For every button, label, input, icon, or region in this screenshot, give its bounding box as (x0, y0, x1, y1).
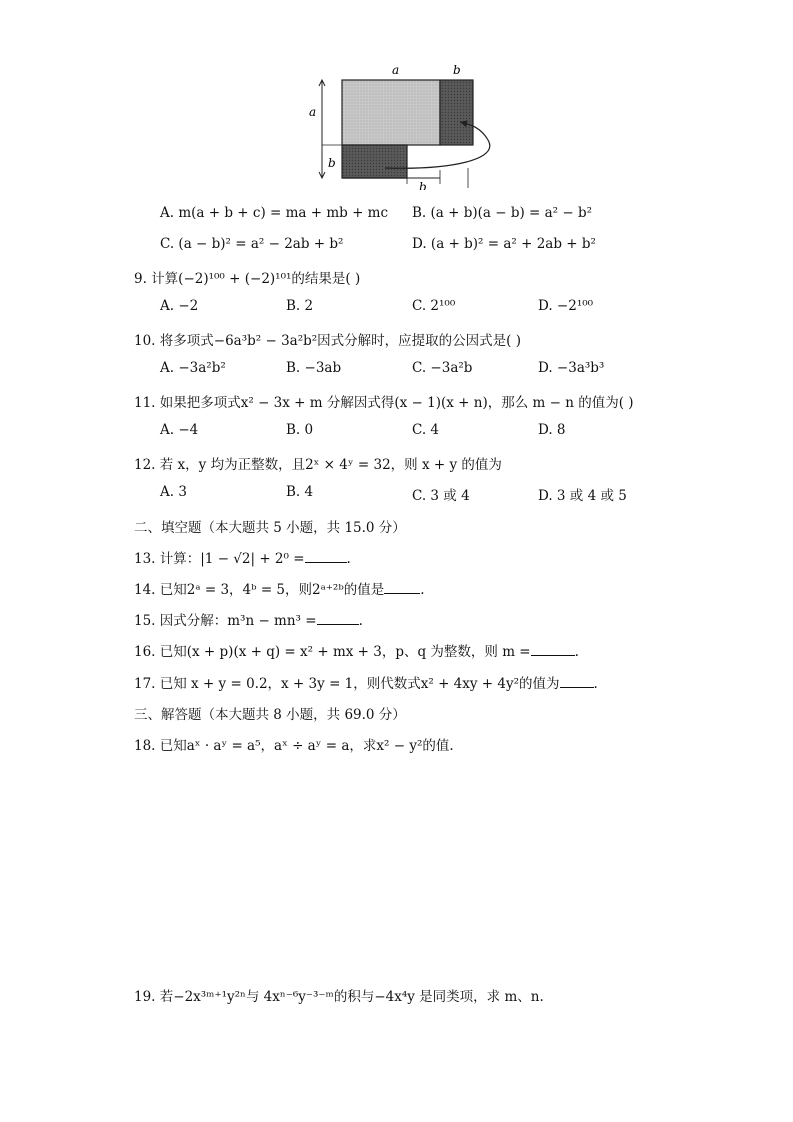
q19-text: 19. 若−2x³ᵐ⁺¹y²ⁿ与 4xⁿ⁻⁶y⁻³⁻ᵐ的积与−4x⁴y 是同类项，求 m、n. (134, 989, 544, 1005)
label-b-bottom: b (419, 180, 427, 190)
q8-option-c: C. (a − b)² = a² − 2ab + b² (160, 236, 344, 252)
q9-stem: 9. 计算(−2)¹⁰⁰ + (−2)¹⁰¹的结果是( ) (134, 271, 361, 287)
q16-text: 16. 已知(x + p)(x + q) = x² + mx + 3，p、q 为整数，则 m = (134, 644, 531, 660)
dark-strip-bottom (342, 145, 407, 178)
q15-period: . (358, 613, 363, 629)
label-b-top: b (453, 63, 461, 77)
rectangle-diagram (300, 60, 500, 190)
q17 (134, 672, 598, 692)
q11-option-b: B. 0 (286, 422, 314, 438)
q10-option-a: A. −3a²b² (160, 360, 226, 376)
q14-blank (384, 581, 420, 594)
q8-option-d: D. (a + b)² = a² + 2ab + b² (412, 236, 596, 252)
q11-stem: 11. 如果把多项式x² − 3x + m 分解因式得(x − 1)(x + n)，那么 m − n 的值为( ) (134, 395, 634, 411)
q14-period: . (420, 582, 425, 598)
q10-option-b: B. −3ab (286, 360, 342, 376)
q15 (134, 609, 363, 629)
q13-blank (305, 550, 347, 563)
label-b-left: b (328, 156, 336, 170)
q16-blank (531, 643, 575, 656)
q13 (134, 547, 351, 567)
q10-option-d: D. −3a³b³ (538, 360, 605, 376)
q15-blank (317, 612, 359, 625)
q13-text: 13. 计算：|1 − √2| + 2⁰ = (134, 551, 305, 567)
geometry-figure (300, 60, 500, 190)
q17-text: 17. 已知 x + y = 0.2，x + 3y = 1，则代数式x² + 4xy + 4y²的值为 (134, 676, 560, 692)
q11-option-a: A. −4 (160, 422, 199, 438)
q8-option-b: B. (a + b)(a − b) = a² − b² (412, 205, 593, 221)
q9-option-a: A. −2 (160, 298, 199, 314)
section-3-heading: 三、解答题（本大题共 8 小题，共 69.0 分） (134, 707, 406, 723)
q16-period: . (574, 644, 579, 660)
q15-text: 15. 因式分解：m³n − mn³ = (134, 613, 317, 629)
q13-period: . (346, 551, 351, 567)
q9-option-d: D. −2¹⁰⁰ (538, 298, 594, 314)
q17-blank (560, 675, 594, 688)
q9-option-b: B. 2 (286, 298, 314, 314)
q11-option-d: D. 8 (538, 422, 566, 438)
label-a-top: a (392, 63, 400, 77)
q8-option-a: A. m(a + b + c) = ma + mb + mc (160, 205, 389, 221)
q14 (134, 578, 425, 598)
q12-option-c: C. 3 或 4 (412, 488, 470, 504)
q12-stem: 12. 若 x，y 均为正整数，且2ˣ × 4ʸ = 32，则 x + y 的值为 (134, 457, 502, 473)
q10-option-c: C. −3a²b (412, 360, 473, 376)
q9-option-c: C. 2¹⁰⁰ (412, 298, 456, 314)
large-square (342, 80, 440, 145)
q18-text: 18. 已知aˣ · aʸ = a⁵，aˣ ÷ aʸ = a，求x² − y²的值. (134, 738, 454, 754)
q12-option-d: D. 3 或 4 或 5 (538, 488, 627, 504)
q14-text: 14. 已知2ᵃ = 3，4ᵇ = 5，则2ᵃ⁺²ᵇ的值是 (134, 582, 385, 598)
q11-option-c: C. 4 (412, 422, 440, 438)
q12-option-a: A. 3 (160, 484, 187, 500)
q12-option-b: B. 4 (286, 484, 314, 500)
q16 (134, 640, 579, 660)
dark-strip-right (440, 80, 473, 145)
label-a-left: a (309, 105, 317, 119)
section-2-heading: 二、填空题（本大题共 5 小题，共 15.0 分） (134, 520, 406, 536)
q10-stem: 10. 将多项式−6a³b² − 3a²b²因式分解时，应提取的公因式是( ) (134, 333, 521, 349)
q17-period: . (593, 676, 598, 692)
